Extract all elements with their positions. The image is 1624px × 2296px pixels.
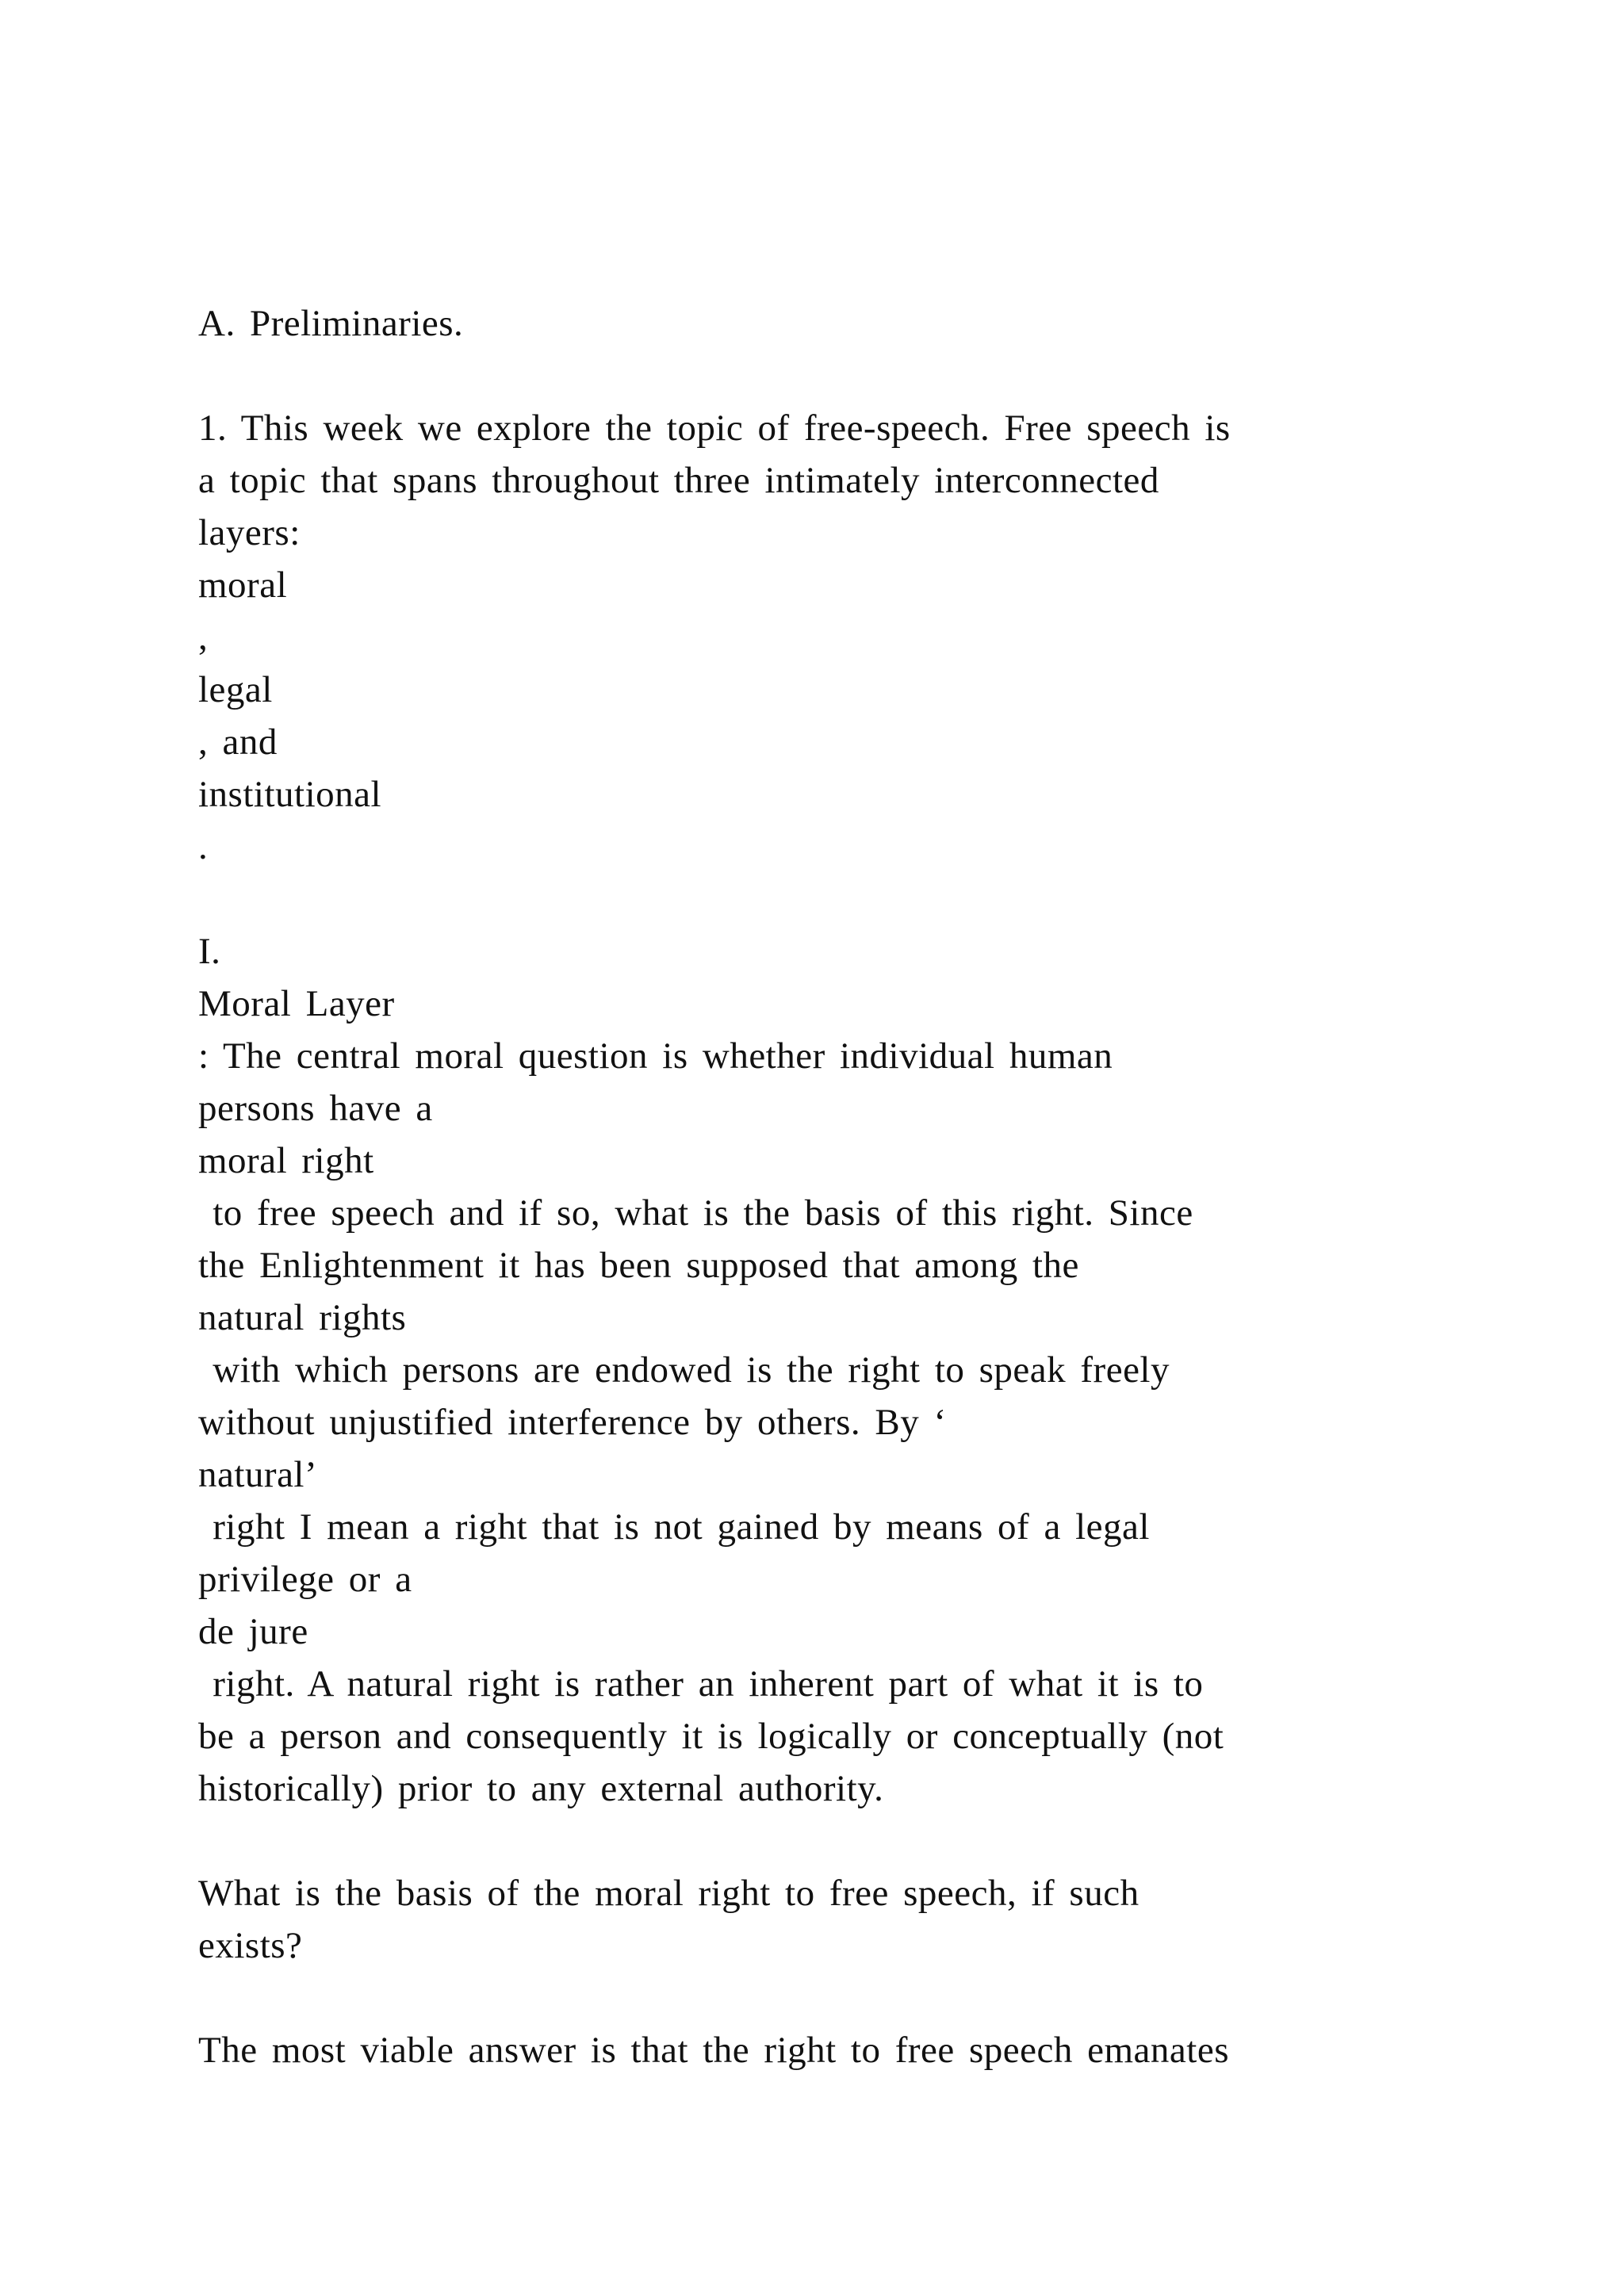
text-line: institutional (198, 774, 382, 815)
text-line: . (198, 826, 209, 867)
text-line: privilege or a (198, 1559, 412, 1600)
heading-preliminaries: A. Preliminaries. (198, 303, 464, 344)
text-line: with which persons are endowed is the right to speak freely (198, 1349, 1170, 1391)
text-line: be a person and consequently it is logically or conceptually (not (198, 1716, 1224, 1757)
text-line: moral (198, 564, 288, 606)
text-line: a topic that spans throughout three intimately interconnected (198, 460, 1159, 501)
text-line: to free speech and if so, what is the basis of this right. Since (198, 1192, 1193, 1234)
text-line: without unjustified interference by others. By ‘ (198, 1402, 947, 1443)
blank-line (198, 1972, 1515, 2024)
blank-line (198, 350, 1515, 402)
text-line: natural rights (198, 1297, 407, 1338)
text-line: de jure (198, 1611, 308, 1652)
text-line: the Enlightenment it has been supposed that among the (198, 1245, 1079, 1286)
text-line: The most viable answer is that the right to free speech emanates (198, 2030, 1229, 2071)
document-body (198, 297, 1515, 2076)
text-line: , (198, 617, 209, 658)
text-line: legal (198, 669, 273, 710)
text-line: historically) prior to any external authority. (198, 1768, 884, 1809)
blank-line (198, 1815, 1515, 1867)
question-line: exists? (198, 1925, 303, 1966)
blank-line (198, 873, 1515, 925)
text-line: 1. This week we explore the topic of free-speech. Free speech is (198, 408, 1231, 449)
text-line: natural’ (198, 1454, 318, 1495)
question-line: What is the basis of the moral right to free speech, if such (198, 1873, 1139, 1914)
text-line: , and (198, 721, 278, 763)
section-number: I. (198, 931, 221, 972)
section-title-moral-layer: Moral Layer (198, 983, 395, 1024)
text-line: persons have a (198, 1088, 433, 1129)
text-line: : The central moral question is whether individual human (198, 1035, 1113, 1077)
text-line: layers: (198, 512, 301, 553)
text-line: right. A natural right is rather an inherent part of what it is to (198, 1663, 1204, 1705)
text-line: right I mean a right that is not gained by means of a legal (198, 1506, 1150, 1548)
text-line: moral right (198, 1140, 374, 1181)
